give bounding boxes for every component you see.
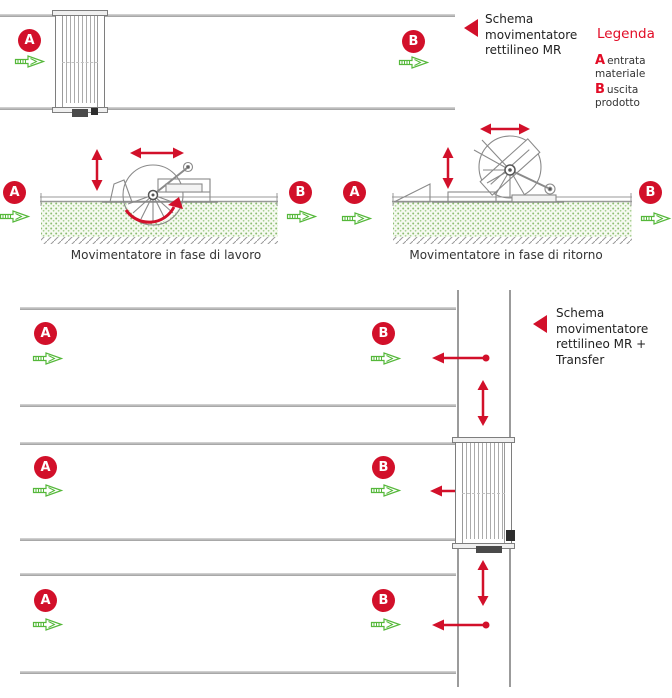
- label-line: rettilineo MR: [485, 43, 562, 57]
- mover-mr-top-view: [55, 11, 105, 112]
- mover-return-phase-drawing: [392, 122, 633, 250]
- flow-arrow-icon: [371, 352, 401, 365]
- flow-arrow-icon: [399, 56, 429, 69]
- flow-arrow-icon: [33, 352, 63, 365]
- motor-block: [72, 109, 88, 117]
- entry-badge-a: [343, 181, 366, 204]
- badge-letter: A: [40, 326, 51, 341]
- flow-arrow-icon: [0, 210, 30, 223]
- label-line: Schema: [485, 12, 534, 26]
- entry-badge-a: [34, 456, 57, 479]
- conveyor-rail-line: [20, 573, 456, 576]
- conveyor-rail-line: [20, 538, 456, 541]
- flow-arrow-icon: [371, 618, 401, 631]
- transfer-mover-top-view: [455, 438, 512, 548]
- machine-cap: [452, 437, 515, 443]
- roller-deck: [462, 443, 505, 539]
- legend-item-a: [595, 55, 672, 80]
- badge-letter: B: [645, 185, 656, 200]
- flow-arrow-icon: [342, 212, 372, 225]
- label-line: Schema: [556, 306, 605, 320]
- badge-letter: A: [40, 593, 51, 608]
- exit-badge-b: [372, 322, 395, 345]
- entry-badge-a: [3, 181, 26, 204]
- badge-letter: A: [40, 460, 51, 475]
- badge-letter: B: [378, 593, 389, 608]
- legend-text: entrata materiale: [595, 55, 646, 80]
- label-line: Transfer: [556, 352, 605, 367]
- badge-letter: A: [24, 33, 35, 48]
- label-line: movimentatore: [556, 321, 649, 336]
- flow-arrow-icon: [371, 484, 401, 497]
- mover-working-phase-drawing: [40, 122, 280, 250]
- conveyor-rail-line: [20, 404, 456, 407]
- shuttle-vertical-arrow-icon: [476, 558, 490, 608]
- badge-letter: B: [378, 460, 389, 475]
- motor-block: [476, 546, 502, 553]
- badge-letter: B: [295, 185, 306, 200]
- conveyor-rail-line: [20, 671, 456, 674]
- ground-hatch: [393, 237, 632, 244]
- shuttle-vertical-arrow-icon: [476, 378, 490, 428]
- flow-arrow-icon: [33, 484, 63, 497]
- badge-letter: A: [9, 185, 20, 200]
- flow-arrow-icon: [33, 618, 63, 631]
- entry-badge-a: [34, 322, 57, 345]
- pointer-triangle-icon: [464, 19, 478, 37]
- machine-cap: [52, 10, 108, 16]
- transfer-out-arrow-icon: [428, 351, 490, 365]
- legend-title: Legenda: [597, 26, 655, 42]
- top-schema-label: [485, 12, 605, 59]
- badge-letter: A: [349, 185, 360, 200]
- badge-letter: B: [378, 326, 389, 341]
- legend-key-b: B: [595, 82, 605, 97]
- transfer-out-arrow-icon: [428, 618, 490, 632]
- exit-badge-b: [372, 456, 395, 479]
- mover-side-view-raised: [394, 136, 564, 202]
- motor-block: [506, 530, 515, 541]
- entry-badge-a: [34, 589, 57, 612]
- exit-badge-b: [372, 589, 395, 612]
- entry-badge-a: [18, 29, 41, 52]
- conveyor-rail-line: [20, 442, 456, 445]
- right-caption: Movimentatore in fase di ritorno: [409, 248, 603, 262]
- machine-centerline: [462, 493, 505, 494]
- badge-letter: B: [408, 34, 419, 49]
- motor-block: [91, 108, 98, 115]
- flow-arrow-icon: [641, 212, 671, 225]
- exit-badge-b: [402, 30, 425, 53]
- exit-badge-b: [639, 181, 662, 204]
- flow-arrow-icon: [287, 210, 317, 223]
- material-bed: [393, 202, 632, 237]
- exit-badge-b: [289, 181, 312, 204]
- legend: [595, 55, 672, 113]
- bottom-schema-label: [556, 306, 672, 368]
- label-line: movimentatore: [485, 27, 578, 42]
- roller-deck: [62, 16, 98, 103]
- machine-centerline: [62, 62, 98, 63]
- left-caption: Movimentatore in fase di lavoro: [70, 248, 262, 262]
- ground-hatch: [41, 237, 278, 244]
- legend-item-b: [595, 84, 672, 109]
- conveyor-rail-line: [20, 307, 456, 310]
- legend-key-a: A: [595, 53, 606, 68]
- legend-text: uscita prodotto: [595, 84, 640, 109]
- machine-frame-right: [97, 12, 104, 111]
- flow-arrow-icon: [15, 55, 45, 68]
- label-line: rettilineo MR +: [556, 337, 647, 351]
- pointer-triangle-icon: [533, 315, 547, 333]
